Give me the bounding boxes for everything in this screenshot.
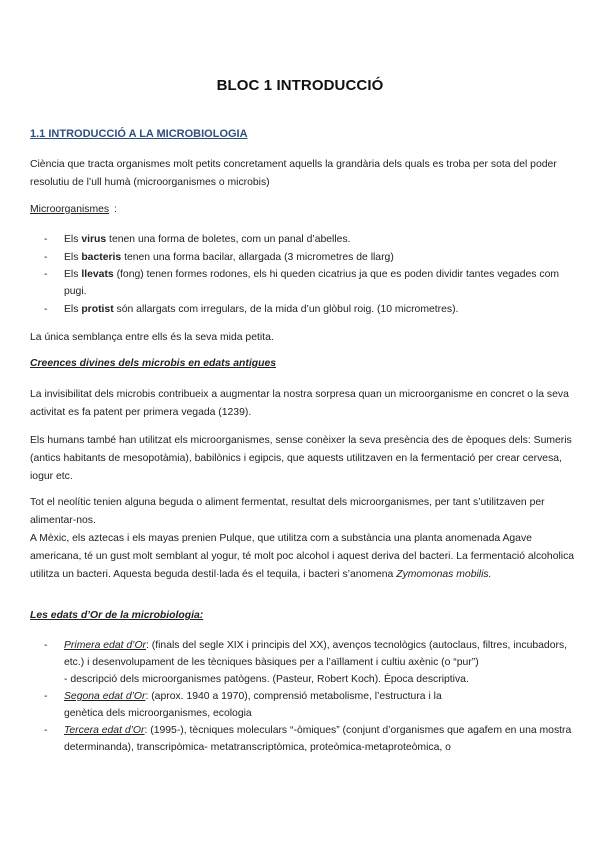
list-item: [44, 249, 574, 266]
list-item-text: tenen una forma bacilar, allargada (3 micrometres de llarg): [121, 251, 394, 263]
list-item-term: protist: [81, 303, 114, 315]
similarity-paragraph: La única semblança entre ells és la seva mida petita.: [30, 332, 274, 343]
era-text: : (1995-), tècniques moleculars “-òmiques” (conjunt d’organismes que agafem en una mostra determinanda), transcripòmica- metatranscriptòmica, proteòmica-metaproteòmica, o: [64, 725, 572, 753]
list-item-pre: Els: [64, 303, 82, 315]
list-dash: -: [44, 640, 48, 651]
list-item: [44, 722, 574, 756]
list-item-text: tenen una forma de boletes, com un panal d’abelles.: [106, 234, 351, 245]
list-item: [44, 231, 574, 248]
era-continuation: genètica dels microorganismes, ecologia: [64, 708, 252, 719]
list-dash: -: [44, 725, 48, 736]
golden-ages-heading: Les edats d’Or de la microbiologia:: [30, 610, 204, 621]
intro-paragraph: Ciència que tracta organismes molt petits concretament aquells la grandària dels quals es troba per sota del poder resolutiu de l’ull humà (microorganismes o microbis): [30, 159, 557, 188]
era-name: Primera edat d’Or: [64, 640, 146, 651]
list-item-pre: Els: [64, 269, 82, 280]
microorganisms-list: [44, 231, 574, 318]
mexico-paragraph-text: A Mèxic, els aztecas i els mayas prenien Pulque, que utilitza com a substància una planta anomenada Agave americana, té un gust molt semblant al yogur, té molt poc alcohol i aquest deriva del bacteri. La fermentació alcoholica utilitza un bacteri. Aquesta beguda destil·lada és el tequila, i bacteri s’anomena: [30, 533, 575, 580]
microorganisms-heading: [30, 204, 109, 215]
microorganisms-heading-text: Microorganismes: [30, 204, 110, 215]
invisibility-paragraph: La invisibilitat dels microbis contribueix a augmentar la nostra sorpresa quan un microorganisme en concret o la seva activitat es fa patent per primera vegada (1239).: [30, 389, 569, 418]
list-dash: -: [44, 251, 48, 263]
list-item: [44, 266, 574, 300]
era-continuation: - descripció dels microorganismes patògens. (Pasteur, Robert Koch). Època descriptiva.: [64, 674, 469, 685]
humans-paragraph: Els humans també han utilitzat els microorganismes, sense conèixer la seva presència des de èpoques dels: Sumeris (antics habitants de mesopotàmia), babilònics i egipcis, que aquests utilitzaven en la fermentació per crear cervesa, iogur etc.: [30, 435, 572, 482]
list-dash: -: [44, 234, 48, 245]
neolithic-paragraph: Tot el neolític tenien alguna beguda o aliment fermentat, resultat dels microorganismes, per tant s’utilitzaven per alimentar-nos.: [30, 497, 545, 526]
list-item: [44, 637, 574, 688]
microorganisms-heading-colon: :: [114, 204, 117, 215]
list-item-pre: Els: [64, 251, 82, 263]
list-item-text: (fong) tenen formes rodones, els hi queden cicatrius ja que es poden dividir tantes vegades com pugi.: [64, 269, 560, 297]
era-name: Segona edat d’Or: [64, 691, 146, 702]
list-item: [44, 301, 574, 318]
species-name: Zymomonas mobilis.: [396, 569, 492, 580]
list-dash: -: [44, 691, 48, 702]
section-heading-introduction: 1.1 INTRODUCCIÓ A LA MICROBIOLOGIA: [30, 128, 248, 140]
list-item-text: són allargats com irregulars, de la mida d’un glòbul roig. (10 micrometres).: [113, 303, 459, 315]
era-text: : (finals del segle XIX i principis del XX), avenços tecnològics (autoclaus, filtres, incubadors, etc.) i desenvolupament de les tècniques bàsiques per a l’aïllament i cultiu axènic (o “pur”): [64, 640, 568, 668]
list-item-term: bacteris: [81, 251, 122, 263]
mexico-paragraph: [30, 530, 575, 584]
page-title: BLOC 1 INTRODUCCIÓ: [216, 77, 384, 94]
golden-ages-list: [44, 637, 574, 756]
list-item: [44, 688, 574, 722]
list-item-term: llevats: [81, 269, 114, 280]
era-text: : (aprox. 1940 a 1970), comprensió metabolisme, l’estructura i la: [145, 691, 442, 702]
list-dash: -: [44, 269, 48, 280]
era-name: Tercera edat d’Or: [64, 725, 145, 736]
list-item-term: virus: [81, 234, 107, 245]
list-item-pre: Els: [64, 234, 82, 245]
beliefs-heading: Creences divines dels microbis en edats antigues: [30, 358, 277, 369]
list-dash: -: [44, 303, 48, 315]
